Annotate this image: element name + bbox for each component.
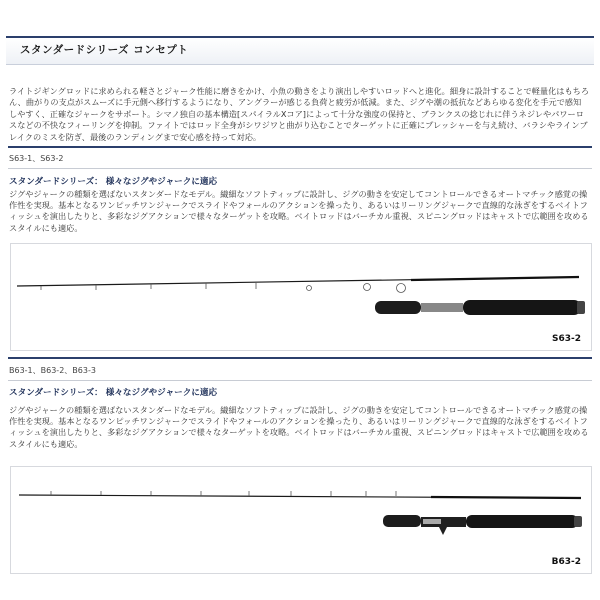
section-rule <box>8 380 592 381</box>
section-models-label: B63-1、B63-2、B63-3 <box>9 366 96 375</box>
reel-seat <box>421 303 463 312</box>
section-heading: スタンダードシリーズ： 様々なジグやジャークに適応 <box>9 177 218 187</box>
section-divider <box>8 146 592 148</box>
section-divider <box>8 357 592 359</box>
rod-model-label: B63-2 <box>551 557 581 567</box>
spinning-rod-illustration <box>11 244 591 350</box>
rear-grip <box>466 515 578 528</box>
rod-image-baitcasting <box>10 466 592 574</box>
seat-ring <box>423 519 441 524</box>
rear-grip <box>463 300 581 315</box>
rod-butt-section <box>411 277 579 280</box>
section-description: ジグやジャークの種類を選ばないスタンダードなモデル。繊細なソフトティップに設計し、ジグの動きを安定してコントロールできるオートマチック感覚の操作性を実現。基本となるワンピッチワンジャークでスライドやフォールのアクションを操ったり、あるいはリーリングジャークで直線的な泳ぎをするベイトフィッシュを演出したりと、多彩なジグアクションで様々なターゲットを攻略。ベイトロッドはバーチカル重視、スピニングロッドはキャストで広範囲を攻めるスタイルにも適応。 <box>9 189 589 233</box>
intro-paragraph: ライトジギングロッドに求められる軽さとジャーク性能に磨きをかけ、小魚の動きをより演出しやすいロッドへと進化。細身に設計することで軽量化はもちろん、曲がりの支点がスムーズに手元側へ移行するようになり、アングラーが感じる負荷と疲労が低減。また、ジグや潮の抵抗などあらゆる変化を手元で感知しやすく、正確なジャークをサポート。シマノ独自の基本構造[スパイラルXコア]によって十分な強度の保持と、ブランクスの捻じれに伴うネジレやパワーロスなどの不快なフィーリングを抑制。ファイトではロッド全身がシワジワと曲がり込むことでターゲットに正確にプレッシャーを与え続け、バラシやラインブレイクのミスを防ぎ、最後のランディングまで安心感を持って対応。 <box>9 86 590 142</box>
rod-butt-section <box>431 497 581 498</box>
fore-grip <box>383 515 421 527</box>
rod-guides <box>41 282 406 293</box>
concept-header <box>6 24 594 76</box>
section-description: ジグやジャークの種類を選ばないスタンダードなモデル。繊細なソフトティップに設計し、ジグの動きを安定してコントロールできるオートマチック感覚の操作性を実現。基本となるワンピッチワンジャークでスライドやフォールのアクションを操ったり、あるいはリーリングジャークで直線的な泳ぎをするベイトフィッシュを演出したりと、多彩なジグアクションで様々なターゲットを攻略。ベイトロッドはバーチカル重視、スピニングロッドはキャストで広範囲を攻めるスタイルにも適応。 <box>9 405 589 449</box>
section-heading: スタンダードシリーズ： 様々なジグやジャークに適応 <box>9 388 218 398</box>
rod-model-label: S63-2 <box>551 334 581 344</box>
fore-grip <box>375 301 421 314</box>
section-rule <box>8 168 592 169</box>
butt-cap <box>574 516 582 527</box>
rod-image-spinning <box>10 243 592 351</box>
page-title: スタンダードシリーズ コンセプト <box>20 44 189 56</box>
section-models-label: S63-1、S63-2 <box>9 154 64 163</box>
butt-cap <box>577 301 585 314</box>
baitcasting-rod-illustration <box>11 467 591 573</box>
